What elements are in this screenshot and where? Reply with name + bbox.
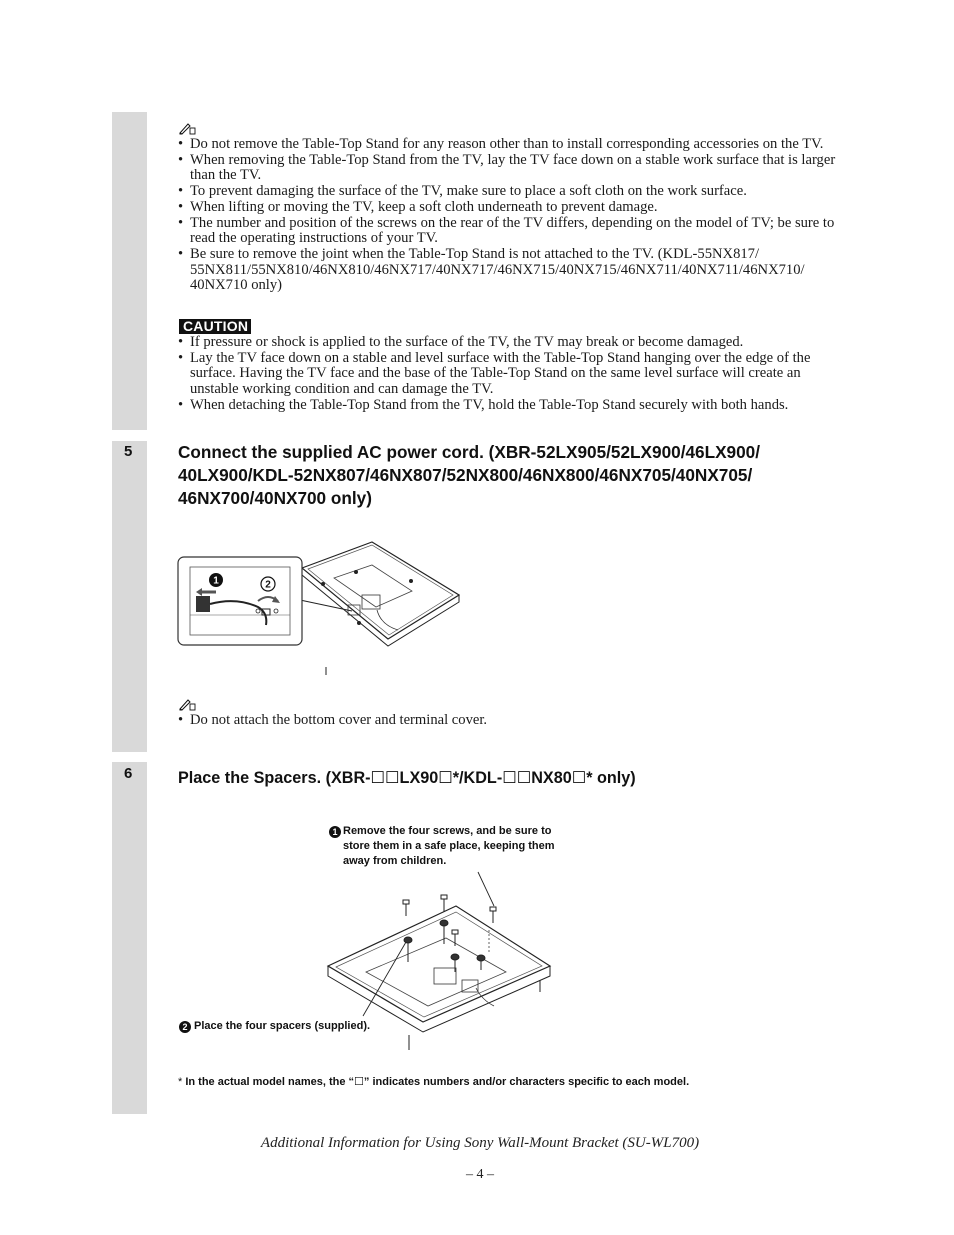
step-marker-1: 1 (213, 575, 219, 587)
callout-marker-1: 1 (329, 826, 341, 838)
section-gutter (112, 112, 147, 430)
caution-item: • When detaching the Table-Top Stand from the TV, hold the Table-Top Stand securely with both hands. (178, 398, 840, 414)
step-5-heading: Connect the supplied AC power cord. (XBR-52LX905/52LX900/46LX900/ 40LX900/KDL-52NX807/46NX807/52NX800/46NX800/46NX705/40NX705/ 46NX700/40NX700 only) (178, 442, 760, 508)
note-item: • When removing the Table-Top Stand from the TV, lay the TV face down on a stable work surface that is larger than the TV. (178, 153, 840, 184)
note-item: • Do not attach the bottom cover and terminal cover. (178, 713, 840, 729)
notes-list (178, 137, 840, 294)
caution-label: CAUTION (179, 319, 251, 334)
ac-cord-connection-illustration (176, 535, 460, 680)
note-item: • Do not remove the Table-Top Stand for any reason other than to install corresponding accessories on the TV. (178, 137, 840, 153)
footnote-text: In the actual model names, the “☐” indicates numbers and/or characters specific to each model. (185, 1076, 690, 1088)
place-spacers-callout: Place the four spacers (supplied). (194, 1020, 371, 1032)
caution-list (178, 335, 840, 414)
caution-item: • Lay the TV face down on a stable and level surface with the Table-Top Stand hanging over the edge of the surface. Having the TV face and the base of the Table-Top Stand on the same level surface will create an unstable working condition and can damage the TV. (178, 351, 840, 398)
step-number: 5 (124, 443, 133, 460)
footnote-mark: * (178, 1076, 183, 1088)
footnote (178, 1075, 818, 1090)
step-6-gutter (112, 762, 147, 1114)
pencil-note-icon (179, 121, 197, 135)
remove-screws-callout: Remove the four screws, and be sure to store them in a safe place, keeping them away from children. (343, 825, 555, 867)
step-5-notes (178, 713, 840, 729)
callout-marker-2: 2 (179, 1021, 191, 1033)
step-marker-2: 2 (265, 579, 271, 591)
note-item: • Be sure to remove the joint when the Table-Top Stand is not attached to the TV. (KDL-55NX817/ 55NX811/55NX810/46NX810/46NX717/40NX717/46NX715/40NX715/46NX711/40NX711/46NX710/ 40NX710 only) (178, 247, 840, 294)
note-item: • The number and position of the screws on the rear of the TV differs, depending on the model of TV; be sure to read the operating instructions of your TV. (178, 216, 840, 247)
footer-title: Additional Information for Using Sony Wall-Mount Bracket (SU-WL700) (260, 1135, 700, 1151)
note-item: • When lifting or moving the TV, keep a soft cloth underneath to prevent damage. (178, 200, 840, 216)
step-number: 6 (124, 765, 133, 782)
step-6-heading: Place the Spacers. (XBR-☐☐LX90☐*/KDL-☐☐NX80☐* only) (178, 769, 636, 787)
page-number: – 4 – (466, 1167, 494, 1182)
step-5-gutter (112, 441, 147, 752)
pencil-note-icon (179, 697, 197, 711)
caution-item: • If pressure or shock is applied to the surface of the TV, the TV may break or become damaged. (178, 335, 840, 351)
note-item: • To prevent damaging the surface of the TV, make sure to place a soft cloth on the work surface. (178, 184, 840, 200)
